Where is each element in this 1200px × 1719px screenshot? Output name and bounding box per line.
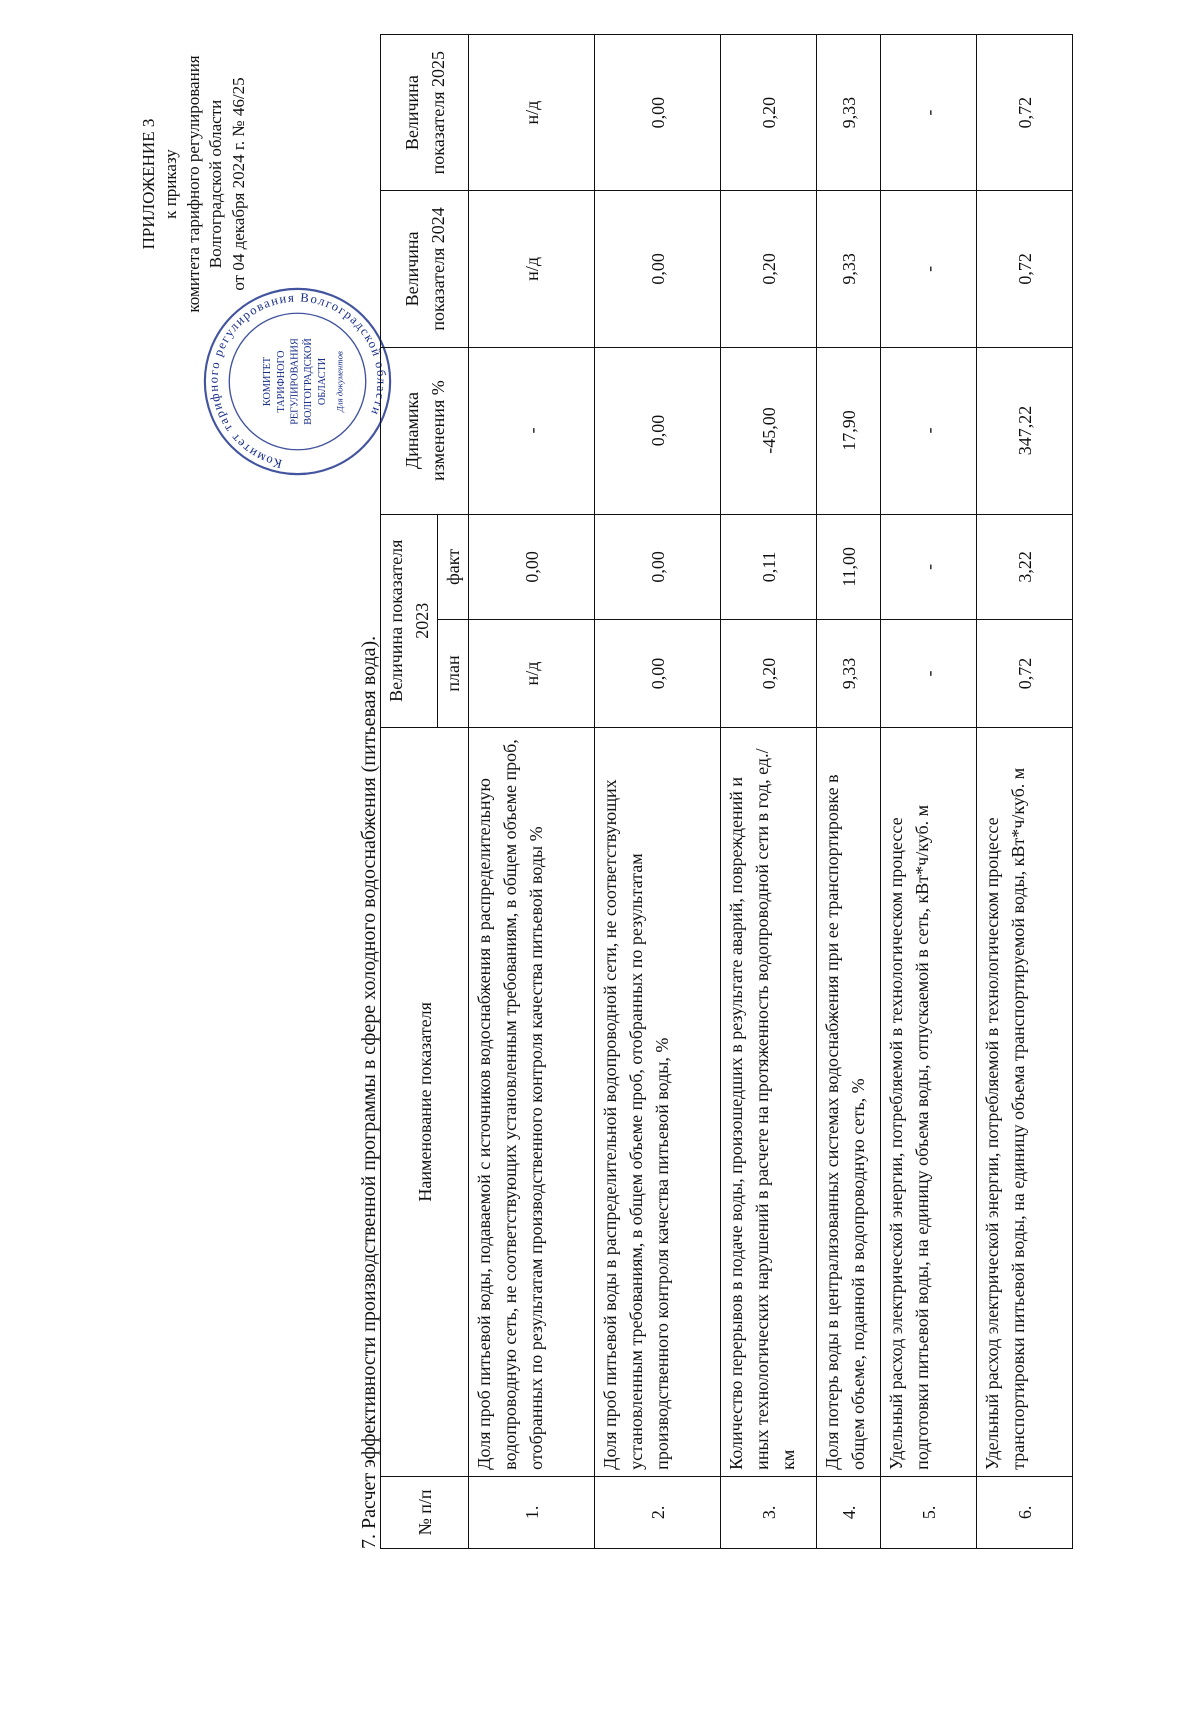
plan-2023-cell: 0,00	[595, 620, 721, 728]
plan-2023-cell: -	[881, 620, 977, 728]
col-header-dynamics: Динамика изменения %	[381, 347, 469, 514]
row-number-cell: 3.	[721, 1476, 817, 1548]
table-row	[977, 35, 1073, 1549]
indicator-name-cell: Количество перерывов в подаче воды, произошедших в результате аварий, повреждений и иных технологических нарушений в расчете на протяженность водопроводной сети в год, ед./км	[721, 727, 817, 1476]
row-number-cell: 2.	[595, 1476, 721, 1548]
col-header-2025: Величина показателя 2025	[381, 35, 469, 191]
row-number-cell: 4.	[817, 1476, 881, 1548]
value-2025-cell: 0,20	[721, 35, 817, 191]
plan-2023-cell: 0,72	[977, 620, 1073, 728]
value-2025-cell: 0,00	[595, 35, 721, 191]
table-row	[595, 35, 721, 1549]
indicator-name-cell: Удельный расход электрической энергии, потребляемой в технологическом процессе подготовки питьевой воды, на единицу объема воды, отпускаемой в сеть, кВт*ч/куб. м	[881, 727, 977, 1476]
stamp-line-2: ТАРИФНОГО	[275, 350, 287, 413]
stamp-line-3: РЕГУЛИРОВАНИЯ	[289, 338, 301, 425]
stamp-line-4: ВОЛГОГРАДСКОЙ	[303, 338, 315, 425]
value-2025-cell: 9,33	[817, 35, 881, 191]
stamp-ring-text: Комитет тарифного регулирования Волгоградской области	[206, 290, 389, 471]
value-2024-cell: н/д	[469, 191, 595, 347]
value-2024-cell: 0,20	[721, 191, 817, 347]
fact-2023-cell: 0,00	[595, 514, 721, 620]
dynamics-cell: -	[469, 347, 595, 514]
col-header-fact: факт	[438, 514, 469, 620]
fact-2023-cell: -	[881, 514, 977, 620]
stamp-line-1: КОМИТЕТ	[262, 356, 274, 407]
fact-2023-cell: 0,00	[469, 514, 595, 620]
col-header-number: № п/п	[381, 1476, 469, 1548]
row-number-cell: 1.	[469, 1476, 595, 1548]
dynamics-cell: 347,22	[977, 347, 1073, 514]
value-2025-cell: -	[881, 35, 977, 191]
appendix-title: ПРИЛОЖЕНИЕ 3	[139, 118, 158, 250]
appendix-region: Волгоградской области	[206, 99, 226, 269]
table-row	[721, 35, 817, 1549]
plan-2023-cell: 0,20	[721, 620, 817, 728]
value-2024-cell: -	[881, 191, 977, 347]
dynamics-cell: 0,00	[595, 347, 721, 514]
value-2025-cell: 0,72	[977, 35, 1073, 191]
indicators-table	[380, 34, 1073, 1549]
stamp-line-6: Для документов	[334, 351, 345, 412]
col-header-name: Наименование показателя	[381, 727, 469, 1476]
col-header-plan: план	[438, 620, 469, 728]
value-2024-cell: 9,33	[817, 191, 881, 347]
indicator-name-cell: Доля потерь воды в централизованных системах водоснабжения при ее транспортировке в общем объеме, поданной в водопроводную сеть, %	[817, 727, 881, 1476]
appendix-committee: комитета тарифного регулирования	[183, 55, 203, 313]
indicator-name-cell: Удельный расход электрической энергии, потребляемой в технологическом процессе транспортировки питьевой воды, на единицу объема транспортируемой воды, кВт*ч/куб. м	[977, 727, 1073, 1476]
dynamics-cell: -	[881, 347, 977, 514]
appendix-date-number: от 04 декабря 2024 г. № 46/25	[228, 77, 248, 291]
stamp-line-5: ОБЛАСТИ	[316, 357, 328, 406]
dynamics-cell: -45,00	[721, 347, 817, 514]
indicator-name-cell: Доля проб питьевой воды в распределительной водопроводной сети, не соответствующих установленным требованиям, в общем объеме проб, отобранных по результатам производственного контроля качества питьевой воды, %	[595, 727, 721, 1476]
plan-2023-cell: 9,33	[817, 620, 881, 728]
appendix-header	[0, 54, 250, 314]
col-header-2024: Величина показателя 2024	[381, 191, 469, 347]
col-header-2023: Величина показателя 2023	[381, 514, 438, 727]
dynamics-cell: 17,90	[817, 347, 881, 514]
fact-2023-cell: 11,00	[817, 514, 881, 620]
table-title: 7. Расчет эффективности производственной программы в сфере холодного водоснабжения (питьевая вода).	[358, 635, 380, 1549]
row-number-cell: 5.	[881, 1476, 977, 1548]
table-row	[817, 35, 881, 1549]
value-2024-cell: 0,00	[595, 191, 721, 347]
plan-2023-cell: н/д	[469, 620, 595, 728]
table-row	[469, 35, 595, 1549]
fact-2023-cell: 3,22	[977, 514, 1073, 620]
table-row	[881, 35, 977, 1549]
row-number-cell: 6.	[977, 1476, 1073, 1548]
appendix-order-ref: к приказу	[161, 149, 181, 219]
value-2024-cell: 0,72	[977, 191, 1073, 347]
fact-2023-cell: 0,11	[721, 514, 817, 620]
table-header-row	[381, 35, 438, 1549]
indicator-name-cell: Доля проб питьевой воды, подаваемой с источников водоснабжения в распределительную водопроводную сеть, не соответствующих установленным требованиям, в общем объеме проб, отобранных по результатам производственного контроля качества питьевой воды %	[469, 727, 595, 1476]
value-2025-cell: н/д	[469, 35, 595, 191]
table-body	[469, 35, 1073, 1549]
